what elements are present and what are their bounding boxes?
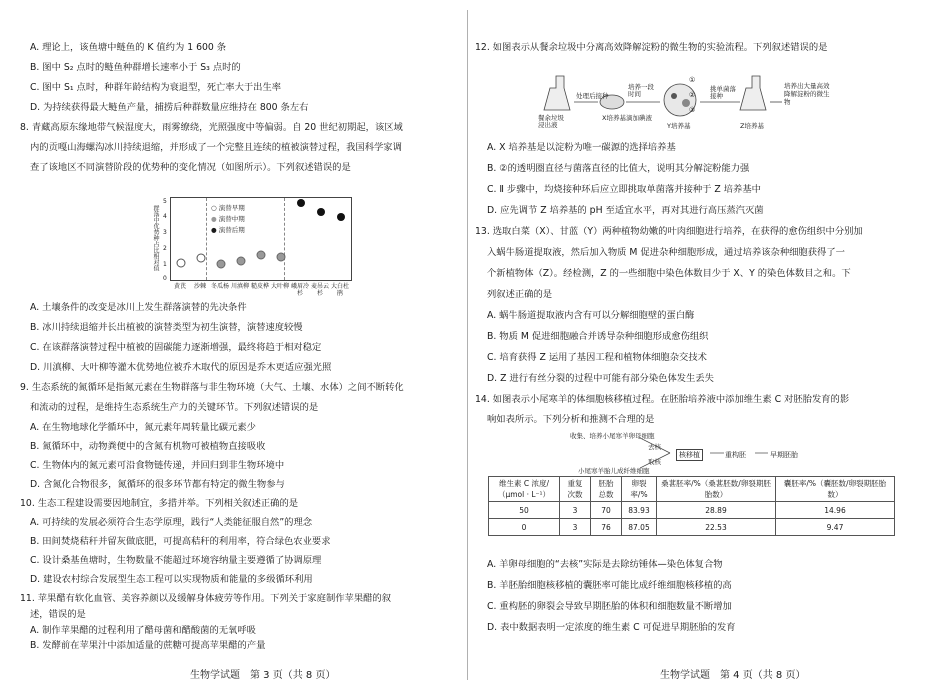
q12-option-b: B. ②的透明圈直径与菌落直径的比值大，说明其分解淀粉能力强 (487, 163, 750, 174)
q7-option-d: D. 为持续获得最大鲢鱼产量，捕捞后种群数量应维持在 800 条左右 (30, 102, 309, 113)
q10-option-c: C. 设计桑基鱼塘时，生物数量不能超过环境容纳量主要遵循了协调原理 (30, 555, 322, 566)
q7-option-a: A. 理论上，该鱼塘中鲢鱼的 K 值约为 1 600 条 (30, 42, 227, 53)
y-tick: 4 (163, 213, 167, 220)
q14-bottom: 小尾寒羊胎儿成纤维细胞 (578, 467, 650, 475)
q8-stem: 内的贡嘎山海螺沟冰川持续退缩，并形成了一个完整且连续的植被演替过程，我国科学家调 (30, 142, 402, 153)
table-cell: 22.53 (657, 519, 776, 536)
chart-point (337, 213, 345, 221)
q12-flask-label: 餐余垃圾浸出液 (538, 114, 564, 129)
q8-stem: 8. 青藏高原东缘地带气候湿度大，雨雾缭绕，光照强度中等偏弱。自 20 世纪初期起，该区域 (20, 122, 403, 133)
page-footer-left: 生物学试题 第 3 页（共 8 页） (190, 670, 336, 681)
y-tick: 2 (163, 245, 167, 252)
q14-table (488, 476, 895, 536)
q14-option-d: D. 表中数据表明一定浓度的维生素 C 可促进早期胚胎的发育 (487, 622, 736, 633)
chart-point (277, 252, 286, 261)
stage-divider (206, 198, 207, 280)
chart-point (217, 260, 226, 269)
table-row (489, 502, 895, 519)
q12-stem: 12. 如图表示从餐余垃圾中分离高效降解淀粉的微生物的实验流程。下列叙述错误的是 (475, 42, 828, 53)
column-divider (467, 10, 468, 680)
x-tick-label: 大白杜鹃 (330, 283, 349, 297)
q14-arrows (640, 436, 780, 472)
q8-option-c: C. 在该群落演替过程中植被的固碳能力逐渐增强，最终将趋于相对稳定 (30, 342, 322, 353)
q13-stem: 列叙述正确的是 (487, 289, 553, 300)
x-tick-label: 川滇柳 (230, 283, 249, 290)
chart-point (177, 258, 186, 267)
table-cell: 0 (489, 519, 560, 536)
q14-reconstruct: 重构胚 (725, 451, 746, 459)
q12-mark-2: ② (689, 91, 696, 99)
q12-step1: 处理后接种 (576, 92, 609, 100)
q12-option-d: D. 应先调节 Z 培养基的 pH 至适宜水平，再对其进行高压蒸汽灭菌 (487, 205, 764, 216)
table-header: 囊胚率/%（囊胚数/卵裂期胚胎数） (776, 477, 895, 502)
q8-stem: 查了该地区不同演替阶段的优势种的变化情况（如图所示）。下列叙述错误的是 (30, 162, 351, 173)
table-cell: 3 (560, 502, 591, 519)
q9-stem: 和流动的过程，是维持生态系统生产力的关键环节。下列叙述错误的是 (30, 402, 319, 413)
q13-stem: 个新植物体（Z）。经检测，Z 的一些细胞中染色体数目少于 X、Y 的染色体数目之和。下 (487, 268, 851, 279)
q12-mark-3: ③ (689, 106, 696, 114)
q14-option-c: C. 重构胚的卵裂会导致早期胚胎的体积和细胞数量不断增加 (487, 601, 732, 612)
q12-step4: 挑单菌落接种 (710, 85, 736, 100)
chart-point (197, 254, 206, 263)
q10-stem: 10. 生态工程建设需要因地制宜，多措并举。下列相关叙述正确的是 (20, 498, 299, 509)
q9-option-a: A. 在生物地球化学循环中，氮元素年周转量比碳元素少 (30, 422, 256, 433)
table-cell: 28.89 (657, 502, 776, 519)
q12-xmed: X培养基 (602, 114, 626, 122)
chart-ylabel: 群落中优势种占比相对值 (152, 205, 159, 271)
q13-stem: 13. 选取白菜（X）、甘蓝（Y）两种植物幼嫩的叶肉细胞进行培养，在获得的愈伤组织中分别加 (475, 226, 863, 237)
table-cell: 50 (489, 502, 560, 519)
y-tick: 1 (163, 261, 167, 268)
table-cell: 70 (591, 502, 622, 519)
q8-option-d: D. 川滇柳、大叶柳等灌木优势地位被乔木取代的原因是乔木更适应强光照 (30, 362, 332, 373)
x-tick-label: 冬瓜杨 (210, 283, 229, 290)
q9-option-d: D. 含氮化合物很多，氮循环的很多环节都有特定的微生物参与 (30, 479, 285, 490)
x-tick-label: 峨眉冷杉 (290, 283, 309, 297)
q12-result: 培养出大量高效降解淀粉的微生物 (784, 82, 830, 106)
q13-stem: 入蜗牛肠道提取液，然后加入物质 M 促进杂种细胞形成，通过培养该杂种细胞获得了一 (487, 247, 845, 258)
q7-option-b: B. 图中 S₂ 点时的鲢鱼种群增长速率小于 S₃ 点时的 (30, 62, 241, 73)
q12-step3: 滴加碘液 (626, 114, 652, 122)
q12-zmed: Z培养基 (740, 122, 764, 130)
table-header: 重复次数 (560, 477, 591, 502)
q13-option-b: B. 物质 M 促进细胞融合并诱导杂种细胞形成愈伤组织 (487, 331, 709, 342)
q14-top: 收集、培养小尾寒羊卵母细胞 (570, 432, 655, 440)
legend-mid-label: 演替中期 (218, 215, 245, 223)
chart-point (237, 257, 246, 266)
q13-option-d: D. Z 进行有丝分裂的过程中可能有部分染色体发生丢失 (487, 373, 714, 384)
table-header: 卵裂率/% (622, 477, 657, 502)
chart-point (317, 208, 325, 216)
q12-ymed: Y培养基 (667, 122, 691, 130)
legend-early: ○ 演替早期 (211, 204, 245, 212)
q9-option-c: C. 生物体内的氮元素可沿食物链传递，并回归到非生物环境中 (30, 460, 285, 471)
x-tick-label: 沙棘 (193, 283, 206, 290)
y-tick: 5 (163, 198, 167, 205)
q14-stem: 14. 如图表示小尾寒羊的体细胞核移植过程。在胚胎培养液中添加维生素 C 对胚胎发育的影 (475, 394, 850, 405)
q14-transfer: 核移植 (676, 449, 703, 461)
stage-divider (284, 198, 285, 280)
q14-early: 早期胚胎 (770, 451, 798, 459)
q13-option-a: A. 蜗牛肠道提取液内含有可以分解细胞壁的蛋白酶 (487, 310, 695, 321)
q14-option-a: A. 羊卵母细胞的“去核”实际是去除纺锤体—染色体复合物 (487, 559, 723, 570)
q12-option-c: C. Ⅱ 步骤中，均烧接种环后应立即挑取单菌落并接种于 Z 培养基中 (487, 184, 761, 195)
q14-option-b: B. 羊胚胎细胞核移植的囊胚率可能比成纤维细胞核移植的高 (487, 580, 732, 591)
left-page (0, 0, 455, 688)
succession-chart (170, 197, 352, 281)
chart-point (257, 251, 266, 260)
q8-option-a: A. 土壤条件的改变是冰川上发生群落演替的先决条件 (30, 302, 247, 313)
q14-stem: 响如表所示。下列分析和推测不合理的是 (487, 414, 655, 425)
x-tick-label: 麦吊云杉 (310, 283, 329, 297)
legend-late-label: 演替后期 (218, 226, 245, 234)
q10-option-b: B. 田间焚烧秸秆并留灰做底肥，可提高秸秆的利用率，符合绿色农业要求 (30, 536, 331, 547)
q12-mark-1: ① (689, 76, 696, 84)
q11-option-a: A. 制作苹果醋的过程利用了醋母菌和醋酸菌的无氧呼吸 (30, 625, 256, 636)
table-cell: 14.96 (776, 502, 895, 519)
merge-arrow-icon (640, 438, 670, 468)
q9-option-b: B. 氮循环中，动物粪便中的含氮有机物可被植物直接吸收 (30, 441, 266, 452)
table-cell: 87.05 (622, 519, 657, 536)
q12-step2: 培养一段时间 (628, 83, 654, 98)
flask-icon (740, 76, 766, 110)
table-cell: 83.93 (622, 502, 657, 519)
table-header: 桑葚胚率/%（桑葚胚数/卵裂期胚胎数） (657, 477, 776, 502)
q8-option-b: B. 冰川持续退缩并长出植被的演替类型为初生演替，演替速度较慢 (30, 322, 303, 333)
table-cell: 76 (591, 519, 622, 536)
legend-early-label: 演替早期 (218, 204, 245, 212)
y-tick: 0 (163, 275, 167, 282)
y-tick: 3 (163, 229, 167, 236)
x-tick-label: 糙皮桦 (250, 283, 269, 290)
q11-option-b: B. 发酵前在苹果汁中添加适量的蔗糖可提高苹果醋的产量 (30, 640, 266, 651)
q7-option-c: C. 图中 S₁ 点时，种群年龄结构为衰退型，死亡率大于出生率 (30, 82, 282, 93)
page-footer-right: 生物学试题 第 4 页（共 8 页） (660, 670, 806, 681)
x-tick-label: 大叶柳 (270, 283, 289, 290)
q10-option-d: D. 建设农村综合发展型生态工程可以实现物质和能量的多级循环利用 (30, 574, 313, 585)
q14-take: 取核 (648, 458, 661, 466)
q10-option-a: A. 可持续的发展必须符合生态学原理，践行“人类能征服自然”的理念 (30, 517, 313, 528)
q11-stem: 述，错误的是 (30, 609, 86, 620)
chart-point (297, 199, 305, 207)
flask-icon (544, 76, 570, 110)
table-cell: 3 (560, 519, 591, 536)
q12-option-a: A. X 培养基是以淀粉为唯一碳源的选择培养基 (487, 142, 676, 153)
table-row (489, 519, 895, 536)
table-header: 胚胎总数 (591, 477, 622, 502)
table-header: 维生素 C 浓度/（μmol · L⁻¹） (489, 477, 560, 502)
colony-icon (671, 93, 677, 99)
x-tick-label: 黄芪 (173, 283, 186, 290)
q13-option-c: C. 培育获得 Z 运用了基因工程和植物体细胞杂交技术 (487, 352, 707, 363)
table-header-row (489, 477, 895, 502)
q11-stem: 11. 苹果醋有软化血管、美容养颜以及缓解身体疲劳等作用。下列关于家庭制作苹果醋的叙 (20, 593, 392, 604)
table-cell: 9.47 (776, 519, 895, 536)
q14-enuc: 去核 (648, 443, 661, 451)
legend-mid: ● 演替中期 (211, 215, 245, 223)
legend-late: ● 演替后期 (211, 226, 245, 234)
q9-stem: 9. 生态系统的氮循环是指氮元素在生物群落与非生物环境（大气、土壤、水体）之间不断转化 (20, 382, 404, 393)
